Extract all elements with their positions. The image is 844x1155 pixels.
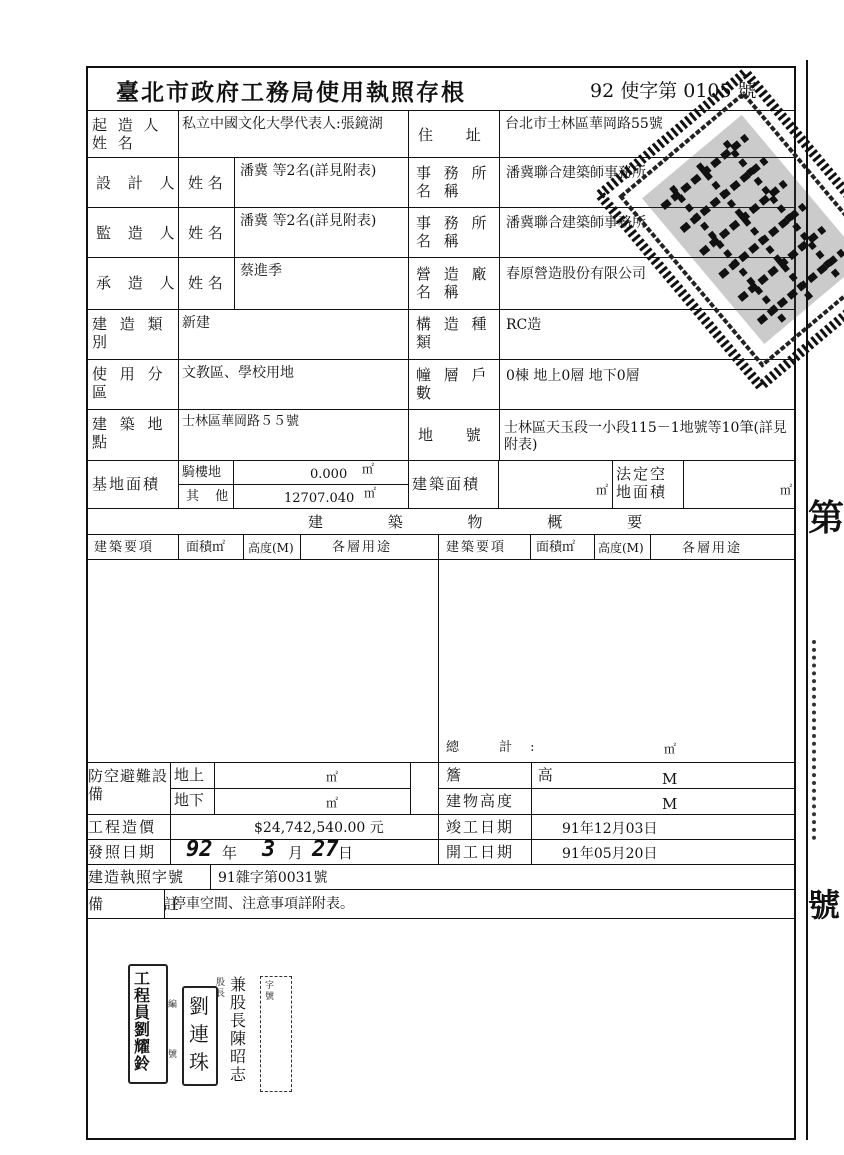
label-remarks: 備 註: [88, 895, 207, 913]
label-open-space: 法定空地面積: [616, 465, 668, 501]
grid-line: [210, 864, 211, 889]
col-item: 建築要項: [94, 540, 155, 555]
unit-m2: ㎡: [780, 483, 793, 497]
grid-line: [530, 534, 531, 559]
label-completion: 竣工日期: [446, 818, 515, 836]
margin-mark-2: 號: [808, 886, 841, 924]
unit-m2: ㎡: [326, 796, 339, 810]
label-total: 總 計:: [446, 740, 553, 755]
grid-line: [410, 762, 411, 814]
grid-line: [243, 534, 244, 559]
grid-line: [86, 559, 796, 560]
label-structure: 構 造 種 類: [416, 315, 491, 351]
label-office: 事 務 所 名 稱: [416, 214, 491, 250]
applicant-address: 台北市士林區華岡路55號: [505, 116, 663, 132]
designer-office: 潘冀聯合建築師事務所: [506, 165, 646, 181]
col-floor-use: 各層用途: [332, 540, 393, 555]
grid-line: [86, 762, 796, 763]
document-title: 臺北市政府工務局使用執照存根: [116, 79, 466, 106]
label-arcade: 騎樓地: [182, 465, 222, 480]
grid-line: [438, 534, 439, 864]
grid-line: [86, 889, 796, 890]
grid-line: [408, 110, 409, 508]
grid-line: [178, 484, 408, 485]
permit-number: 92 使字第 0105 號: [590, 80, 757, 102]
label-name: 姓 名: [188, 174, 223, 192]
arcade-area-value: 0.000: [310, 467, 348, 482]
label-site: 建 築 地 點: [92, 415, 167, 451]
stamp-chief: 兼股長陳昭志: [230, 975, 247, 1084]
supervisor-name: 潘冀 等2名(詳見附表): [240, 213, 377, 229]
use-zone-value: 文教區、學校用地: [182, 365, 294, 381]
official-seal: [640, 40, 840, 450]
col-area: 面積㎡: [536, 540, 576, 555]
grid-line: [498, 460, 499, 508]
label-below: 地下: [174, 791, 205, 809]
unit-m2: ㎡: [364, 486, 377, 500]
approval-stamps: [110, 962, 292, 1090]
label-issue-date: 發照日期: [88, 843, 157, 861]
grid-line: [438, 788, 796, 789]
label-lot: 地 號: [418, 426, 495, 444]
unit-m2: ㎡: [326, 770, 339, 784]
stamp-engineer: 工程員劉耀鈴: [128, 964, 168, 1084]
grid-line: [612, 460, 613, 508]
contractor-name: 蔡進季: [240, 263, 282, 279]
applicant-name: 私立中國文化大學代表人:張鏡湖: [182, 116, 383, 132]
col-area: 面積㎡: [186, 540, 226, 555]
other-area-value: 12707.040: [284, 491, 355, 506]
completion-value: 91年12月03日: [562, 821, 658, 837]
label-supervisor: 監 造 人: [96, 224, 181, 242]
grid-line: [86, 918, 796, 919]
label-contractor: 承 造 人: [96, 274, 181, 292]
col-height: 高度(M): [248, 541, 294, 555]
unit-meter: M: [662, 795, 678, 813]
issue-day-handwritten: 27: [312, 837, 339, 862]
grid-line: [300, 534, 301, 559]
remarks-value: 停車空間、注意事項詳附表。: [172, 896, 354, 912]
label-bldg-height: 建物高度: [446, 792, 515, 810]
label-name: 姓 名: [188, 224, 223, 242]
floors-value: 0棟 地上0層 地下0層: [506, 368, 640, 384]
margin-mark-1: 第: [808, 497, 844, 539]
grid-line: [214, 762, 215, 814]
grid-line: [86, 508, 796, 509]
col-height: 高度(M): [598, 541, 644, 555]
grid-line: [86, 534, 796, 535]
overview-title: 建 築 物 概 要: [308, 513, 673, 531]
grid-line: [86, 460, 796, 461]
label-day: 日: [338, 844, 354, 862]
col-floor-use: 各層用途: [682, 541, 743, 556]
label-applicant: 起 造 人 姓 名: [92, 116, 162, 152]
unit-m2: ㎡: [362, 462, 375, 476]
label-eave: 簷 高: [446, 766, 589, 784]
margin-line: [806, 60, 808, 1140]
grid-line: [170, 788, 410, 789]
grid-line: [683, 460, 684, 508]
label-address: 住 址: [418, 126, 495, 144]
stamp-number-label: 編號: [168, 1000, 178, 1060]
label-use-zone: 使 用 分 區: [92, 365, 167, 401]
col-item: 建築要項: [446, 540, 507, 555]
supervisor-office: 潘冀聯合建築師事務所: [506, 215, 646, 231]
grid-line: [234, 157, 235, 309]
label-name: 姓 名: [188, 274, 223, 292]
label-month: 月: [288, 844, 304, 862]
label-above: 地上: [174, 766, 205, 784]
stamp-serial: 字號: [260, 976, 292, 1092]
unit-meter: M: [662, 770, 678, 788]
grid-line: [170, 814, 171, 864]
stamp-section-chief-label: 股長: [216, 978, 226, 999]
grid-line: [178, 460, 179, 508]
label-base-area: 基地面積: [92, 475, 161, 493]
label-shelter: 防空避難設備: [88, 767, 169, 803]
label-cost: 工程造價: [88, 818, 157, 836]
margin-smudge: [812, 640, 836, 840]
label-floors: 幢 層 戶 數: [416, 366, 491, 402]
stamp-signature: 劉連珠: [182, 986, 218, 1086]
lot-value: 士林區天玉段一小段115－1地號等10筆(詳見附表): [504, 420, 787, 453]
grid-line: [170, 762, 171, 814]
label-year: 年: [222, 844, 238, 862]
grid-line: [86, 864, 796, 865]
label-building-area: 建築面積: [412, 475, 481, 493]
build-type-value: 新建: [182, 315, 210, 331]
grid-line: [650, 534, 651, 559]
label-office: 事 務 所 名 稱: [416, 164, 491, 200]
grid-line: [594, 534, 595, 559]
label-company: 營 造 廠 名 稱: [416, 265, 491, 301]
label-start: 開工日期: [446, 843, 515, 861]
structure-value: RC造: [506, 317, 542, 333]
start-value: 91年05月20日: [562, 846, 658, 862]
designer-name: 潘冀 等2名(詳見附表): [240, 163, 377, 179]
grid-line: [499, 110, 500, 460]
permit-no-value: 91雜字第0031號: [218, 870, 328, 886]
grid-line: [86, 814, 796, 815]
unit-m2: ㎡: [596, 483, 609, 497]
cost-value: $24,742,540.00 元: [254, 820, 384, 836]
contractor-company: 春原營造股份有限公司: [506, 266, 646, 282]
unit-m2: ㎡: [664, 742, 677, 756]
label-build-type: 建 造 類 別: [92, 315, 167, 351]
issue-year-handwritten: 92: [186, 837, 213, 862]
site-value: 士林區華岡路５５號: [182, 414, 300, 429]
issue-month-handwritten: 3: [262, 837, 276, 862]
grid-line: [178, 534, 179, 559]
label-permit-no: 建造執照字號: [88, 868, 185, 886]
label-designer: 設 計 人: [96, 174, 181, 192]
label-other: 其 他: [186, 489, 235, 504]
